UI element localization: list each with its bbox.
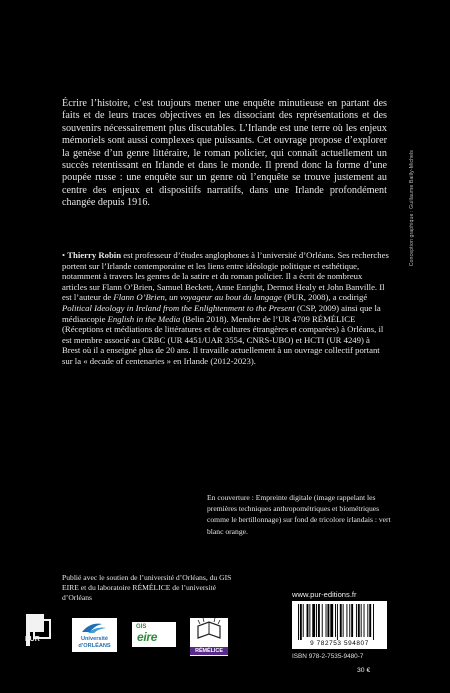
univ-swoosh-icon — [72, 620, 117, 636]
summary-text: Écrire l’histoire, c’est toujours mener une enquête minutieuse en partant des faits et de leurs traces objectives en les dissociant des représentations et des souvenirs nécessairement plus discutables. L’Irlande est une terre où les enjeux mémoriels sont aussi complexes que puissants. Cet ouvrage propose d’explorer la genèse d’un genre littéraire, le roman policier, qui connaît actuellement un succès retentissant en Irlande et dans le monde. Il prend donc la forme d’une poupée russe : une enquête sur un genre où l’enquête se trouve justement au centre des enjeux et dispositifs narratifs, dans une Irlande profondément changée depuis 1916. — [62, 98, 387, 209]
barcode-bar — [298, 604, 299, 640]
barcode-bars — [292, 601, 387, 641]
barcode-bar — [309, 604, 310, 637]
bio-part-4: (Belin 2018). Membre de l’UR 4709 RÉMÉLICE (Réceptions et médiations de littératures et de cultures étrangères et comparées) à Orléans, il est membre associé au CRBC (UR 4451/UAR 3554, CNRS-UBO) et HCTI (UR 4249) à Brest où il a enseigné plus de 20 ans. Il travaille actuellement à un ouvrage collectif portant sur la « decade of centenaries » en Irlande (2012-2023). — [62, 313, 384, 366]
univ-logo-line1: Université — [80, 636, 109, 642]
pur-logo — [22, 612, 54, 650]
barcode-bar — [356, 604, 357, 637]
gis-logo-line1: GIS — [136, 624, 147, 630]
barcode-bar — [373, 604, 374, 640]
isbn-barcode — [292, 601, 387, 649]
barcode-bar — [300, 604, 302, 640]
bio-part-1: est professeur d’études anglophones à l’université d’Orléans. Ses recherches portent sur l’Irlande contemporaine et les liens entre idéologie politique et esthétique, notamment à travers les genres de la satire et du roman policier. Il a écrit de nombreux articles sur Flann O’Brien, Samuel Beckett, Anne Enright, Dermot Healy et John Banville. Il est l’auteur de — [62, 250, 389, 303]
remelice-logo — [190, 618, 228, 656]
barcode-bar — [337, 604, 338, 640]
barcode-bar — [340, 604, 342, 637]
gis-logo-line2: eire — [137, 630, 158, 644]
gis-eire-logo — [132, 622, 176, 647]
back-cover-summary — [62, 98, 387, 210]
bio-bullet: • — [62, 250, 66, 260]
pur-logo-icon — [22, 612, 54, 650]
book-title-2: Political Ideology in Ireland from the Enlightenment to the Present — [62, 302, 295, 313]
barcode-bar — [303, 604, 304, 637]
barcode-bar — [318, 604, 320, 637]
barcode-bar — [335, 604, 336, 637]
barcode-bar — [364, 604, 365, 637]
bio-part-3: (CSP, 2009) ainsi que la médiascopie — [62, 302, 381, 324]
barcode-digits: 9 782753 594807 — [310, 640, 369, 647]
barcode-bar — [361, 604, 362, 637]
price: 30 € — [357, 667, 371, 674]
author-bio — [62, 250, 389, 367]
barcode-bar — [312, 604, 315, 637]
pur-logo-text: PUR — [25, 636, 40, 643]
barcode-bar — [307, 604, 309, 637]
barcode-bar — [367, 604, 368, 637]
remelice-logo-text: RÉMÉLICE — [190, 647, 228, 655]
author-name: Thierry Robin — [67, 250, 122, 260]
barcode-bar — [358, 604, 360, 637]
barcode-bar — [326, 604, 327, 637]
support-statement: Publié avec le soutien de l’université d’Orléans, du GIS EIRE et du laboratoire RÉMÉLICE de l’université d’Orléans — [62, 573, 232, 602]
univ-logo-line2: d’ORLÉANS — [78, 643, 111, 649]
publisher-website: www.pur-editions.fr — [292, 590, 357, 599]
barcode-bar — [316, 604, 317, 637]
barcode-bar — [330, 604, 333, 637]
remelice-book-icon — [190, 618, 228, 646]
bio-part-2: (PUR, 2008), a codirigé — [281, 292, 368, 303]
isbn-number: ISBN 978-2-7535-9480-7 — [292, 653, 364, 660]
book-title-3: English in the Media — [107, 313, 181, 324]
barcode-bar — [327, 604, 329, 637]
barcode-bar — [322, 604, 323, 637]
barcode-bar — [369, 604, 371, 637]
design-credit: Conception graphique : Guillaume Bailly-Michels — [409, 150, 415, 267]
cover-description: En couverture : Empreinte digitale (image rappelant les premières techniques anthropométriques et biométriques comme le bertillonnage) sur fond de tricolore irlandais : vert blanc orange. — [207, 493, 391, 536]
barcode-bar — [351, 604, 353, 637]
universite-orleans-logo — [72, 618, 117, 652]
barcode-bar — [346, 604, 347, 637]
barcode-bar — [343, 604, 344, 637]
barcode-bar — [349, 604, 350, 637]
book-title-1: Flann O’Brien, un voyageur au bout du langage — [113, 292, 282, 303]
